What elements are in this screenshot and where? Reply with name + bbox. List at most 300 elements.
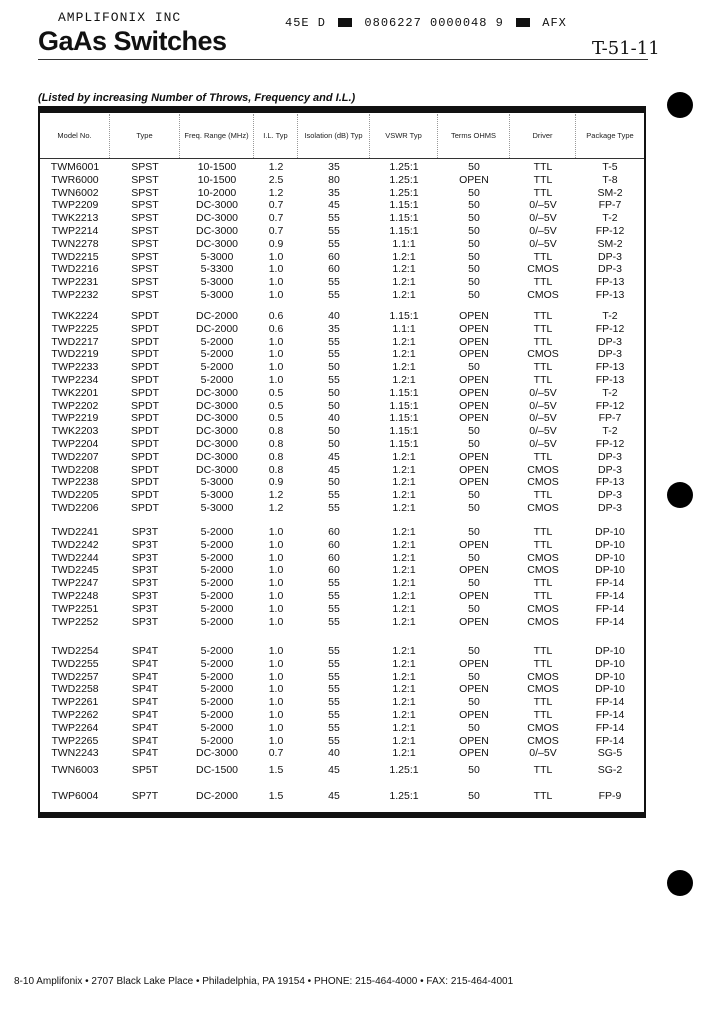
cell-il: 1.0	[268, 670, 284, 683]
table-row	[40, 425, 644, 438]
table-row	[40, 671, 644, 684]
cell-model: TWP2234	[51, 374, 99, 386]
cell-type: SP4T	[131, 645, 159, 657]
cell-freq: 5-2000	[200, 709, 234, 721]
cell-vswr: 1.2:1	[392, 615, 416, 628]
cell-vswr: 1.2:1	[392, 577, 416, 590]
cell-vswr: 1.2:1	[392, 709, 416, 721]
cell-term: OPEN	[459, 538, 489, 551]
table-header	[40, 114, 644, 159]
table-row	[40, 361, 644, 374]
cell-term: 50	[468, 161, 480, 173]
cell-model: TWP2264	[51, 721, 99, 734]
cell-driver: CMOS	[527, 463, 559, 476]
cell-iso: 50	[328, 361, 340, 374]
cell-freq: DC-3000	[195, 412, 239, 425]
cell-pkg: DP-10	[595, 551, 625, 564]
cell-term: OPEN	[459, 335, 489, 348]
cell-freq: DC-3000	[195, 212, 239, 225]
cell-iso: 60	[328, 526, 340, 538]
cell-driver: 0/–5V	[529, 425, 557, 438]
cell-iso: 45	[328, 764, 340, 776]
cell-driver: CMOS	[527, 263, 559, 276]
cell-il: 1.0	[268, 683, 284, 696]
table-row	[40, 502, 644, 515]
cell-driver: 0/–5V	[529, 237, 557, 250]
cell-vswr: 1.2:1	[392, 250, 416, 263]
cell-type: SPDT	[130, 322, 159, 335]
cell-term: 50	[468, 764, 480, 776]
cell-freq: 5-2000	[200, 577, 234, 590]
cell-model: TWP2214	[51, 225, 99, 237]
cell-driver: TTL	[533, 310, 553, 322]
cell-il: 1.0	[268, 348, 284, 361]
cell-type: SPST	[131, 186, 159, 199]
cell-iso: 55	[328, 709, 340, 721]
cell-il: 1.0	[268, 615, 284, 628]
cell-il: 1.0	[268, 361, 284, 374]
cell-driver: TTL	[533, 450, 553, 463]
cell-driver: CMOS	[527, 348, 559, 361]
table-row	[40, 400, 644, 413]
cell-il: 1.0	[268, 250, 284, 263]
cell-freq: 5-2000	[200, 526, 234, 538]
cell-iso: 55	[328, 374, 340, 386]
cell-freq: 5-2000	[200, 734, 234, 747]
cell-iso: 55	[328, 276, 340, 289]
cell-type: SPST	[131, 250, 159, 263]
cell-iso: 40	[328, 747, 340, 760]
cell-pkg: T-2	[602, 386, 618, 399]
cell-term: 50	[468, 721, 480, 734]
cell-driver: TTL	[533, 173, 553, 186]
table-row	[40, 696, 644, 709]
cell-model: TWP2252	[51, 615, 99, 628]
cell-il: 1.0	[268, 374, 284, 386]
cell-il: 1.0	[268, 577, 284, 590]
cell-type: SP4T	[131, 683, 159, 696]
cell-pkg: DP-3	[598, 463, 622, 476]
table-row	[40, 645, 644, 658]
cell-iso: 55	[328, 590, 340, 602]
cell-type: SPDT	[130, 399, 159, 412]
table-row	[40, 590, 644, 603]
cell-iso: 60	[328, 551, 340, 564]
title-rule	[38, 59, 648, 60]
cell-iso: 55	[328, 489, 340, 502]
cell-freq: 5-2000	[200, 335, 234, 348]
cell-il: 0.5	[268, 386, 284, 399]
cell-term: 50	[468, 276, 480, 289]
cell-iso: 60	[328, 250, 340, 263]
cell-freq: DC-3000	[195, 463, 239, 476]
cell-type: SPDT	[130, 476, 159, 489]
cell-iso: 55	[328, 602, 340, 615]
cell-model: TWD2255	[51, 657, 99, 670]
cell-iso: 55	[328, 502, 340, 514]
table-row	[40, 263, 644, 276]
cell-term: 50	[468, 645, 480, 657]
code-left: 45E D	[285, 16, 327, 30]
cell-type: SP3T	[131, 577, 159, 590]
cell-iso: 50	[328, 425, 340, 438]
cell-type: SPST	[131, 212, 159, 225]
cell-pkg: DP-10	[595, 657, 625, 670]
cell-freq: DC-3000	[195, 747, 239, 760]
cell-iso: 55	[328, 657, 340, 670]
cell-term: OPEN	[459, 348, 489, 361]
cell-il: 1.2	[268, 161, 284, 173]
cell-driver: CMOS	[527, 289, 559, 301]
cell-vswr: 1.1:1	[392, 237, 416, 250]
block-mark	[338, 18, 352, 27]
cell-driver: 0/–5V	[529, 412, 557, 425]
table-row	[40, 310, 644, 323]
cell-vswr: 1.2:1	[392, 476, 416, 489]
cell-freq: 5-3000	[200, 276, 234, 289]
cell-vswr: 1.15:1	[389, 212, 419, 225]
cell-term: OPEN	[459, 374, 489, 386]
table-row	[40, 476, 644, 489]
column-header-type: Type	[110, 114, 180, 158]
cell-il: 1.0	[268, 276, 284, 289]
document-code	[285, 16, 567, 30]
punch-hole	[667, 482, 693, 508]
cell-il: 1.0	[268, 657, 284, 670]
cell-driver: 0/–5V	[529, 747, 557, 760]
cell-freq: 10-1500	[197, 173, 237, 186]
column-header-freq: Freq. Range (MHz)	[180, 114, 254, 158]
cell-il: 0.7	[268, 225, 284, 237]
cell-term: 50	[468, 237, 480, 250]
cell-iso: 60	[328, 263, 340, 276]
cell-il: 1.2	[268, 502, 284, 514]
cell-pkg: FP-12	[595, 438, 625, 450]
cell-il: 1.0	[268, 289, 284, 301]
cell-il: 0.5	[268, 399, 284, 412]
cell-vswr: 1.15:1	[389, 399, 419, 412]
cell-freq: 5-3300	[200, 263, 234, 276]
cell-pkg: SM-2	[597, 237, 623, 250]
cell-type: SPDT	[130, 335, 159, 348]
cell-vswr: 1.15:1	[389, 425, 419, 438]
code-right: 0806227 0000048 9	[364, 16, 504, 30]
cell-model: TWD2257	[51, 670, 99, 683]
cell-pkg: FP-13	[595, 374, 625, 386]
cell-term: OPEN	[459, 173, 489, 186]
table-row	[40, 764, 644, 777]
cell-model: TWP2204	[51, 438, 99, 450]
cell-model: TWD2245	[51, 564, 99, 577]
cell-pkg: T-2	[602, 212, 618, 225]
cell-freq: 5-2000	[200, 696, 234, 709]
cell-type: SP3T	[131, 551, 159, 564]
cell-type: SP4T	[131, 696, 159, 709]
cell-model: TWP2219	[51, 412, 99, 425]
punch-hole	[667, 92, 693, 118]
cell-term: 50	[468, 551, 480, 564]
cell-il: 0.7	[268, 199, 284, 212]
cell-type: SPST	[131, 173, 159, 186]
column-header-pkg: Package Type	[586, 131, 634, 140]
cell-model: TWD2219	[51, 348, 99, 361]
cell-pkg: DP-3	[598, 335, 622, 348]
cell-term: 50	[468, 186, 480, 199]
cell-iso: 55	[328, 335, 340, 348]
cell-type: SPDT	[130, 348, 159, 361]
cell-il: 1.2	[268, 489, 284, 502]
cell-freq: DC-3000	[195, 386, 239, 399]
cell-freq: 10-2000	[197, 186, 237, 199]
table-row	[40, 348, 644, 361]
cell-freq: 5-3000	[200, 289, 234, 301]
table-row	[40, 174, 644, 187]
cell-pkg: FP-14	[595, 696, 625, 709]
table-row	[40, 323, 644, 336]
table-row	[40, 199, 644, 212]
cell-type: SP4T	[131, 709, 159, 721]
cell-iso: 55	[328, 237, 340, 250]
cell-model: TWP2225	[51, 322, 99, 335]
table-row	[40, 451, 644, 464]
cell-driver: CMOS	[527, 615, 559, 628]
cell-driver: 0/–5V	[529, 438, 557, 450]
table-row	[40, 412, 644, 425]
cell-il: 1.5	[268, 790, 284, 802]
cell-driver: TTL	[533, 790, 553, 802]
cell-il: 1.0	[268, 551, 284, 564]
cell-freq: 5-2000	[200, 645, 234, 657]
cell-freq: DC-3000	[195, 399, 239, 412]
cell-vswr: 1.2:1	[392, 747, 416, 760]
cell-il: 1.0	[268, 696, 284, 709]
cell-pkg: T-2	[602, 310, 618, 322]
cell-type: SPDT	[130, 412, 159, 425]
cell-model: TWN6003	[51, 764, 99, 776]
cell-type: SPST	[131, 237, 159, 250]
cell-vswr: 1.15:1	[389, 199, 419, 212]
cell-term: 50	[468, 250, 480, 263]
cell-driver: 0/–5V	[529, 399, 557, 412]
cell-term: OPEN	[459, 399, 489, 412]
cell-type: SPST	[131, 161, 159, 173]
cell-pkg: DP-10	[595, 564, 625, 577]
cell-model: TWK2201	[51, 386, 99, 399]
cell-model: TWP2238	[51, 476, 99, 489]
cell-driver: CMOS	[527, 670, 559, 683]
table-row	[40, 161, 644, 174]
cell-type: SPDT	[130, 386, 159, 399]
cell-pkg: FP-14	[595, 602, 625, 615]
cell-il: 0.9	[268, 237, 284, 250]
cell-pkg: T-5	[602, 161, 618, 173]
cell-term: OPEN	[459, 476, 489, 489]
cell-vswr: 1.15:1	[389, 225, 419, 237]
cell-type: SPDT	[130, 425, 159, 438]
cell-vswr: 1.2:1	[392, 263, 416, 276]
cell-pkg: DP-3	[598, 348, 622, 361]
cell-iso: 80	[328, 173, 340, 186]
cell-pkg: T-8	[602, 173, 618, 186]
cell-type: SPDT	[130, 489, 159, 502]
cell-freq: 5-2000	[200, 721, 234, 734]
cell-term: 50	[468, 696, 480, 709]
cell-pkg: SG-2	[597, 764, 623, 776]
cell-vswr: 1.2:1	[392, 361, 416, 374]
cell-type: SP4T	[131, 721, 159, 734]
table-row	[40, 187, 644, 200]
cell-term: OPEN	[459, 310, 489, 322]
cell-driver: TTL	[533, 538, 553, 551]
cell-il: 0.7	[268, 212, 284, 225]
cell-model: TWP2232	[51, 289, 99, 301]
cell-vswr: 1.2:1	[392, 348, 416, 361]
cell-driver: CMOS	[527, 502, 559, 514]
cell-term: 50	[468, 790, 480, 802]
cell-il: 0.8	[268, 463, 284, 476]
cell-pkg: DP-10	[595, 526, 625, 538]
cell-pkg: FP-14	[595, 590, 625, 602]
cell-pkg: FP-14	[595, 709, 625, 721]
cell-iso: 55	[328, 721, 340, 734]
cell-pkg: FP-12	[595, 322, 625, 335]
cell-freq: 5-2000	[200, 670, 234, 683]
cell-iso: 55	[328, 683, 340, 696]
cell-model: TWK2224	[51, 310, 99, 322]
table-row	[40, 225, 644, 238]
cell-model: TWD2254	[51, 645, 99, 657]
cell-model: TWD2217	[51, 335, 99, 348]
handwritten-mark: T-51-11	[592, 38, 660, 59]
cell-driver: CMOS	[527, 734, 559, 747]
cell-vswr: 1.25:1	[389, 161, 419, 173]
cell-term: OPEN	[459, 322, 489, 335]
cell-model: TWK2203	[51, 425, 99, 438]
cell-pkg: DP-3	[598, 450, 622, 463]
cell-iso: 55	[328, 645, 340, 657]
cell-model: TWM6001	[50, 161, 100, 173]
cell-iso: 40	[328, 310, 340, 322]
cell-freq: 5-2000	[200, 348, 234, 361]
cell-il: 0.8	[268, 450, 284, 463]
page-footer: 8-10 Amplifonix • 2707 Black Lake Place • Philadelphia, PA 19154 • PHONE: 215-464-4000 • FAX: 215-464-4001	[14, 976, 514, 987]
cell-term: 50	[468, 577, 480, 590]
cell-freq: DC-3000	[195, 237, 239, 250]
cell-vswr: 1.2:1	[392, 489, 416, 502]
cell-vswr: 1.2:1	[392, 657, 416, 670]
cell-pkg: DP-3	[598, 489, 622, 502]
cell-pkg: DP-10	[595, 683, 625, 696]
cell-type: SPST	[131, 199, 159, 212]
cell-pkg: FP-9	[598, 790, 622, 802]
cell-type: SP5T	[131, 764, 159, 776]
cell-driver: TTL	[533, 250, 553, 263]
cell-term: 50	[468, 425, 480, 438]
column-header-term: Terms OHMS	[438, 114, 510, 158]
cell-vswr: 1.1:1	[392, 322, 416, 335]
switch-table	[38, 106, 646, 818]
cell-model: TWP2209	[51, 199, 99, 212]
cell-vswr: 1.2:1	[392, 551, 416, 564]
cell-type: SP3T	[131, 602, 159, 615]
cell-model: TWP2265	[51, 734, 99, 747]
cell-type: SPST	[131, 263, 159, 276]
cell-pkg: SM-2	[597, 186, 623, 199]
cell-pkg: DP-10	[595, 645, 625, 657]
cell-driver: TTL	[533, 657, 553, 670]
cell-driver: TTL	[533, 526, 553, 538]
cell-pkg: SG-5	[597, 747, 623, 760]
cell-driver: TTL	[533, 590, 553, 602]
cell-il: 1.0	[268, 734, 284, 747]
cell-il: 2.5	[268, 173, 284, 186]
cell-term: OPEN	[459, 709, 489, 721]
cell-iso: 35	[328, 161, 340, 173]
page-title: GaAs Switches	[38, 26, 227, 56]
cell-freq: DC-2000	[195, 310, 239, 322]
table-top-bar	[40, 106, 644, 113]
cell-term: 50	[468, 212, 480, 225]
cell-il: 1.0	[268, 538, 284, 551]
column-header-vswr: VSWR Typ	[370, 114, 438, 158]
cell-type: SPDT	[130, 310, 159, 322]
cell-vswr: 1.2:1	[392, 683, 416, 696]
cell-model: TWP2251	[51, 602, 99, 615]
cell-pkg: DP-10	[595, 670, 625, 683]
cell-driver: 0/–5V	[529, 386, 557, 399]
cell-term: 50	[468, 526, 480, 538]
cell-vswr: 1.2:1	[392, 335, 416, 348]
cell-term: 50	[468, 502, 480, 514]
cell-model: TWD2241	[51, 526, 99, 538]
cell-freq: 5-2000	[200, 374, 234, 386]
cell-pkg: FP-12	[595, 399, 625, 412]
cell-type: SPST	[131, 225, 159, 237]
cell-driver: CMOS	[527, 551, 559, 564]
cell-iso: 45	[328, 790, 340, 802]
cell-driver: TTL	[533, 696, 553, 709]
table-row	[40, 552, 644, 565]
cell-freq: 5-2000	[200, 551, 234, 564]
cell-driver: 0/–5V	[529, 199, 557, 212]
cell-iso: 55	[328, 577, 340, 590]
cell-iso: 55	[328, 212, 340, 225]
cell-driver: TTL	[533, 276, 553, 289]
cell-freq: DC-2000	[195, 322, 239, 335]
cell-pkg: FP-7	[598, 199, 622, 212]
cell-model: TWP2248	[51, 590, 99, 602]
cell-driver: 0/–5V	[529, 225, 557, 237]
cell-term: OPEN	[459, 657, 489, 670]
cell-driver: TTL	[533, 764, 553, 776]
cell-il: 0.8	[268, 425, 284, 438]
cell-iso: 55	[328, 696, 340, 709]
cell-freq: 5-3000	[200, 250, 234, 263]
cell-freq: 5-2000	[200, 538, 234, 551]
table-row	[40, 722, 644, 735]
table-row	[40, 289, 644, 302]
cell-term: 50	[468, 670, 480, 683]
column-header-iso: Isolation (dB) Typ	[298, 114, 370, 158]
cell-il: 1.2	[268, 186, 284, 199]
cell-type: SP3T	[131, 590, 159, 602]
cell-vswr: 1.2:1	[392, 721, 416, 734]
table-row	[40, 539, 644, 552]
cell-freq: 10-1500	[197, 161, 237, 173]
cell-vswr: 1.15:1	[389, 412, 419, 425]
cell-il: 1.0	[268, 335, 284, 348]
cell-il: 1.0	[268, 721, 284, 734]
